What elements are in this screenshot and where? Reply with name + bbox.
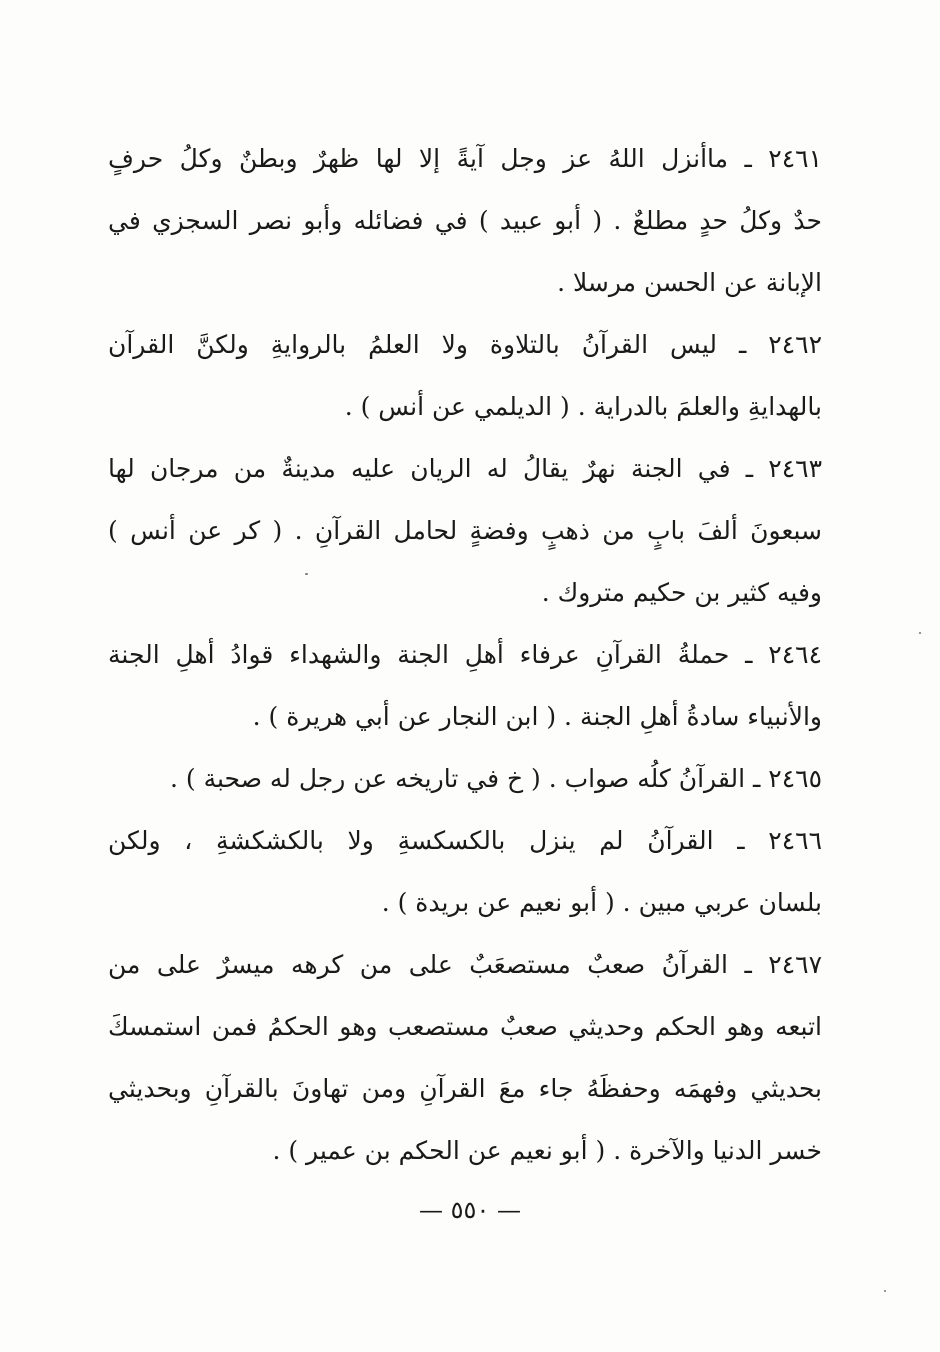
entry-2463-line-1: ٢٤٦٣ ـ في الجنة نهرٌ يقالُ له الريان عليه مدينةٌ من مرجان لها (108, 454, 822, 483)
entry-2462-line-2: بالهدايةِ والعلمَ بالدراية . ( الديلمي عن أنس ) . (344, 392, 822, 421)
entry-2462-line-1: ٢٤٦٢ ـ ليس القرآنُ بالتلاوة ولا العلمُ بالروايةِ ولكنَّ القرآن (108, 330, 822, 359)
entry-2461-line-2: حدٌ وكلُ حدٍ مطلعٌ . ( أبو عبيد ) في فضائله وأبو نصر السجزي في (108, 206, 822, 235)
entry-2464-line-2: والأنبياء سادةُ أهلِ الجنة . ( ابن النجار عن أبي هريرة ) . (252, 702, 822, 731)
entry-2463-line-3: وفيه كثير بن حكيم متروك . (541, 578, 822, 607)
entry-2466-line-2: بلسان عربي مبين . ( أبو نعيم عن بريدة ) . (381, 888, 822, 917)
entry-2466-line-1: ٢٤٦٦ ـ القرآنُ لم ينزل بالكسكسةِ ولا بالكشكشةِ ، ولكن (108, 826, 822, 855)
entry-2467-line-4: خسر الدنيا والآخرة . ( أبو نعيم عن الحكم بن عمير ) . (272, 1136, 822, 1165)
entry-2461-line-1: ٢٤٦١ ـ ماأنزل اللهُ عز وجل آيةً إلا لها ظهرٌ وبطنٌ وكلُ حرفٍ (108, 144, 822, 173)
entry-2464-line-1: ٢٤٦٤ ـ حملةُ القرآنِ عرفاء أهلِ الجنة والشهداء قوادُ أهلِ الجنة (108, 640, 822, 669)
entry-2463-line-2: سبعونَ ألفَ بابٍ من ذهبٍ وفضةٍ لحامل القرآنِ . ( كر عن أنس ) (108, 516, 822, 545)
scan-speck (919, 632, 921, 634)
entry-2461-line-3: الإبانة عن الحسن مرسلا . (557, 268, 822, 297)
scan-speck (884, 1290, 886, 1292)
entry-2467-line-3: بحديثي وفهمَه وحفظَهُ جاء معَ القرآنِ ومن تهاونَ بالقرآنِ وبحديثي (108, 1074, 822, 1103)
page-number: — ٥٥٠ — (419, 1196, 521, 1224)
entry-2465-line-1: ٢٤٦٥ ـ القرآنُ كلُه صواب . ( خ في تاريخه عن رجل له صحبة ) . (170, 764, 822, 793)
entry-2467-line-2: اتبعه وهو الحكم وحديثي صعبٌ مستصعب وهو الحكمُ فمن استمسكَ (108, 1012, 822, 1041)
text-body (108, 128, 822, 1182)
entry-2467-line-1: ٢٤٦٧ ـ القرآنُ صعبٌ مستصعَبٌ على من كرهه ميسرٌ على من (108, 950, 822, 979)
scan-speck (305, 573, 308, 575)
